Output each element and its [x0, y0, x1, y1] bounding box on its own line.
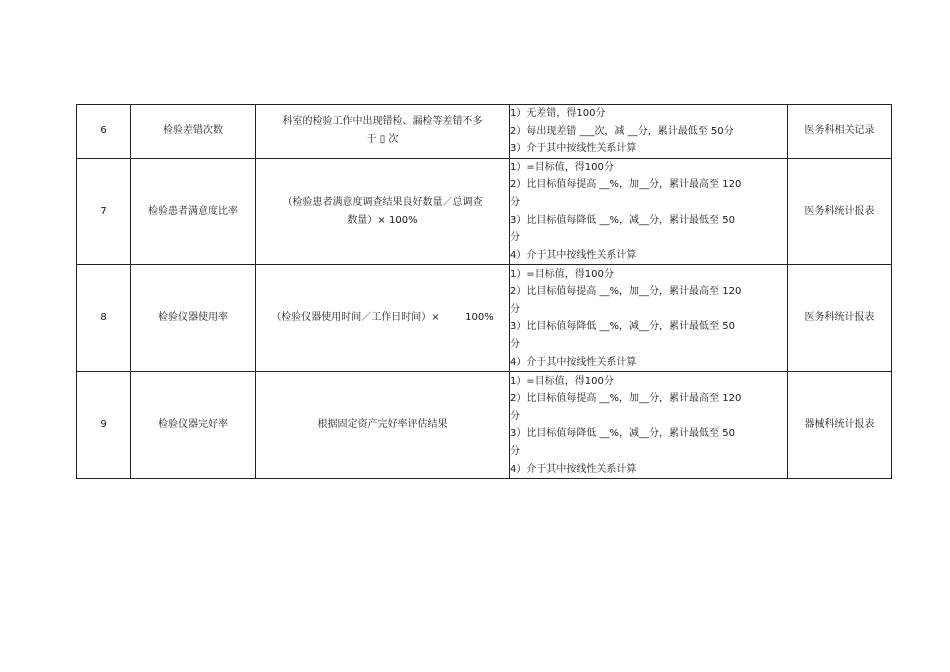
table-row: [77, 105, 892, 159]
formula-line: 于 ▯ 次: [366, 134, 399, 146]
scoring-rules: [510, 372, 788, 479]
scoring-rules: [510, 105, 788, 159]
rule-line: 2）比目标值每提高 __%，加__分，累计最高至 120: [510, 393, 742, 405]
data-source: 医务科统计报表: [788, 158, 892, 265]
indicator-name: 检验仪器完好率: [131, 372, 256, 479]
formula-line: 根据固定资产完好率评估结果: [317, 419, 448, 431]
table-row: [77, 265, 892, 372]
rule-line: 分: [510, 232, 520, 244]
scoring-rules: [510, 158, 788, 265]
indicator-formula: [256, 105, 510, 159]
table-row: [77, 372, 892, 479]
indicator-formula: [256, 372, 510, 479]
formula-line: 科室的检验工作中出现错检、漏检等差错不多: [282, 116, 483, 128]
rule-line: 1）=目标值，得100分: [510, 375, 614, 387]
rule-line: 1）=目标值，得100分: [510, 161, 614, 173]
rule-line: 3）比目标值每降低 __%，减__分，累计最低至 50: [510, 214, 735, 226]
rule-line: 1）无差错，得100分: [510, 108, 606, 119]
indicator-formula: [256, 158, 510, 265]
table-row: [77, 158, 892, 265]
rule-line: 3）比目标值每降低 __%，减__分，累计最低至 50: [510, 321, 735, 333]
rule-line: 3）介于其中按线性关系计算: [510, 143, 637, 155]
rule-line: 4）介于其中按线性关系计算: [510, 356, 637, 368]
rule-line: 分: [510, 196, 520, 208]
indicator-formula: [256, 265, 510, 372]
data-source: 医务科相关记录: [788, 105, 892, 159]
indicator-name: 检验患者满意度比率: [131, 158, 256, 265]
formula-line: 数量）× 100%: [347, 214, 418, 226]
data-source: 医务科统计报表: [788, 265, 892, 372]
row-number: 7: [77, 158, 131, 265]
rule-line: 2）比目标值每提高 __%，加__分，累计最高至 120: [510, 286, 742, 298]
formula-line: （检验仪器使用时间／工作日时间）× 100%: [271, 312, 494, 324]
rule-line: 4）介于其中按线性关系计算: [510, 463, 637, 475]
indicator-name: 检验仪器使用率: [131, 265, 256, 372]
rule-line: 分: [510, 338, 520, 350]
scoring-rules: [510, 265, 788, 372]
rule-line: 2）每出现差错 ___次，减 __分，累计最低至 50分: [510, 125, 734, 137]
row-number: 6: [77, 105, 131, 159]
rule-line: 3）比目标值每降低 __%，减__分，累计最低至 50: [510, 428, 735, 440]
rule-line: 分: [510, 410, 520, 422]
rule-line: 分: [510, 303, 520, 315]
metrics-table: [76, 104, 892, 479]
rule-line: 1）=目标值，得100分: [510, 268, 614, 280]
data-source: 器械科统计报表: [788, 372, 892, 479]
formula-line: （检验患者满意度调查结果良好数量／总调查: [282, 196, 483, 208]
rule-line: 4）介于其中按线性关系计算: [510, 249, 637, 261]
row-number: 8: [77, 265, 131, 372]
rule-line: 2）比目标值每提高 __%，加__分，累计最高至 120: [510, 179, 742, 191]
row-number: 9: [77, 372, 131, 479]
rule-line: 分: [510, 445, 520, 457]
indicator-name: 检验差错次数: [131, 105, 256, 159]
